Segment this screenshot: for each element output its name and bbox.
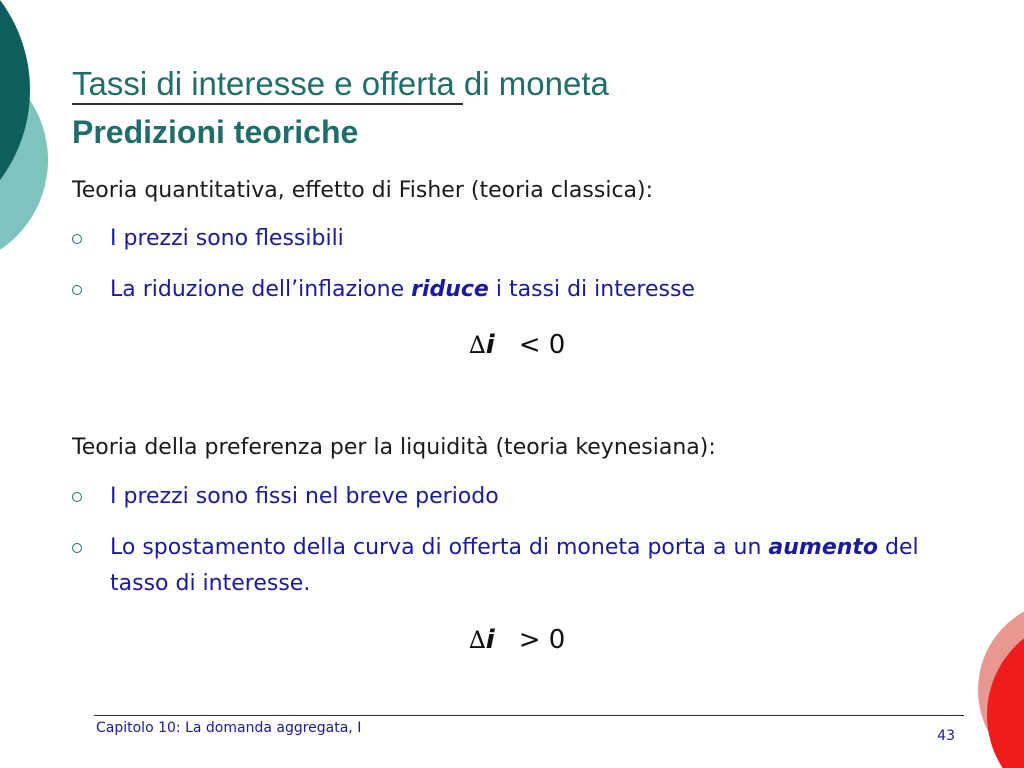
page-number: 43 — [937, 728, 955, 744]
bullet-text — [110, 272, 942, 308]
formula-relation: > 0 — [518, 625, 566, 655]
slide-subtitle: Predizioni teoriche — [72, 114, 359, 150]
delta-symbol: ∆ — [469, 331, 486, 359]
bullet-text-emphasis: aumento — [768, 535, 879, 560]
formula-classical — [469, 327, 565, 363]
delta-symbol: ∆ — [469, 626, 486, 654]
bullet-inflation-reduction — [72, 272, 942, 308]
footer-chapter: Capitolo 10: La domanda aggregata, I — [96, 720, 362, 736]
section-label-classical: Teoria quantitativa, effetto di Fisher (teoria classica): — [72, 178, 654, 203]
bullet-text — [110, 530, 942, 602]
footer-divider — [94, 715, 964, 716]
formula-variable: i — [485, 625, 495, 655]
section-label-keynesian: Teoria della preferenza per la liquidità (teoria keynesiana): — [72, 435, 716, 460]
formula-relation: < 0 — [518, 330, 566, 360]
formula-variable: i — [485, 330, 495, 360]
slide-title: Tassi di interesse e offerta di moneta — [72, 65, 609, 102]
bullet-text-after: i tassi di interesse — [488, 277, 695, 302]
bullet-text-emphasis: riduce — [411, 277, 489, 302]
bullet-text-after: del tasso di interesse. — [110, 535, 919, 596]
title-underline — [72, 103, 463, 105]
bullet-text: I prezzi sono fissi nel breve periodo — [110, 484, 499, 509]
bullet-text-before: La riduzione dell’inflazione — [110, 277, 412, 302]
bullet-money-supply-shift — [72, 530, 942, 602]
bullet-circle-icon — [72, 543, 82, 553]
bullet-circle-icon — [72, 234, 82, 244]
bullet-flexible-prices — [72, 221, 942, 257]
formula-keynesian — [469, 622, 565, 658]
bullet-fixed-prices — [72, 479, 942, 515]
bullet-circle-icon — [72, 492, 82, 502]
bullet-text: I prezzi sono flessibili — [110, 226, 344, 251]
bullet-circle-icon — [72, 285, 82, 295]
bullet-text-before: Lo spostamento della curva di offerta di moneta porta a un — [110, 535, 769, 560]
